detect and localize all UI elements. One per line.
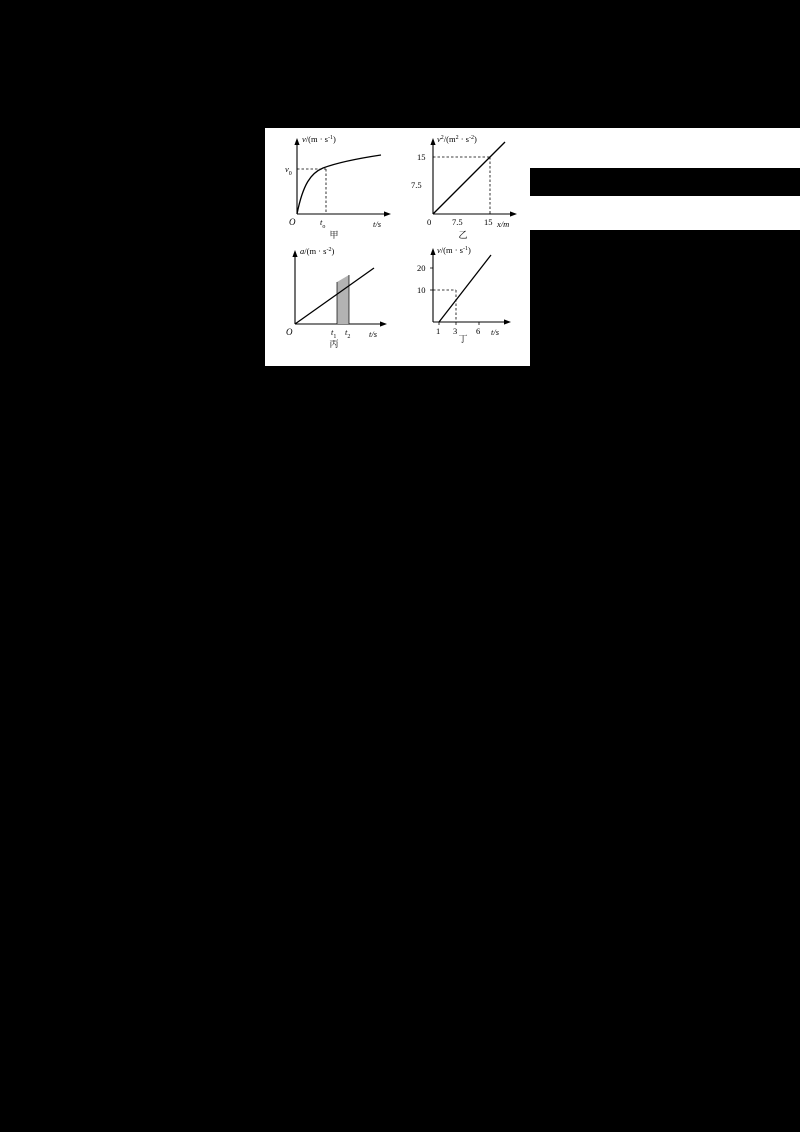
caption-bing: 丙 [329, 339, 339, 349]
caption-ding: 丁 [458, 334, 468, 344]
caption-jia: 甲 [329, 230, 339, 240]
x-tick-t0: $t_o$ [320, 217, 326, 230]
x-tick-15: 15 [484, 217, 493, 227]
x-axis-arrow [380, 321, 387, 326]
x-tick-1: 1 [436, 326, 441, 336]
shaded-area [337, 275, 349, 324]
y-tick-7-5: 7.5 [411, 180, 422, 190]
x-axis-label: t/s [491, 327, 500, 337]
right-white-strip-upper [530, 128, 800, 168]
y-axis-label: $v/(m \cdot s^{-1})$ [302, 134, 336, 144]
chart-bing [269, 242, 399, 360]
y-axis-arrow [430, 138, 435, 145]
x-axis-arrow [504, 319, 511, 324]
x-axis-arrow [384, 211, 391, 216]
y-tick-10: 10 [417, 285, 426, 295]
x-axis-label: x/m [497, 219, 510, 229]
y-tick-20: 20 [417, 263, 426, 273]
y-tick-v0: $v_0$ [285, 164, 292, 177]
origin-label: 0 [427, 217, 432, 227]
x-tick-t2: $t_2$ [345, 327, 351, 340]
chart-ding [399, 242, 527, 360]
velocity-line [439, 255, 491, 322]
y-axis-label: $a/(m \cdot s^{-2})$ [300, 246, 335, 256]
right-white-strip [530, 196, 800, 230]
y-axis-arrow [292, 250, 297, 257]
x-axis-arrow [510, 211, 517, 216]
x-axis-label: t/s [369, 329, 378, 339]
acceleration-line [295, 268, 374, 324]
y-tick-15: 15 [417, 152, 426, 162]
x-tick-7-5: 7.5 [452, 217, 463, 227]
y-axis-label: $v/(m \cdot s^{-1})$ [437, 245, 471, 255]
chart-bing-svg [269, 242, 399, 342]
x-tick-6: 6 [476, 326, 481, 336]
chart-ding-svg [399, 242, 527, 342]
y-axis-arrow [430, 248, 435, 255]
chart-jia-svg [269, 132, 399, 232]
origin-label: O [289, 217, 296, 227]
x-tick-3: 3 [453, 326, 458, 336]
chart-jia [269, 132, 399, 242]
x-tick-t1: $t_1$ [331, 327, 337, 340]
origin-label: O [286, 327, 293, 337]
y-axis-label: $v^2/(m^2 \cdot s^{-2})$ [437, 134, 477, 144]
x-axis-label: t/s [373, 219, 382, 229]
chart-yi-svg [399, 132, 527, 232]
figure-panel [265, 128, 530, 366]
velocity-curve [297, 155, 381, 214]
y-axis-arrow [294, 138, 299, 145]
v2-vs-x-line [433, 142, 505, 214]
caption-yi: 乙 [458, 230, 468, 240]
chart-yi [399, 132, 527, 242]
